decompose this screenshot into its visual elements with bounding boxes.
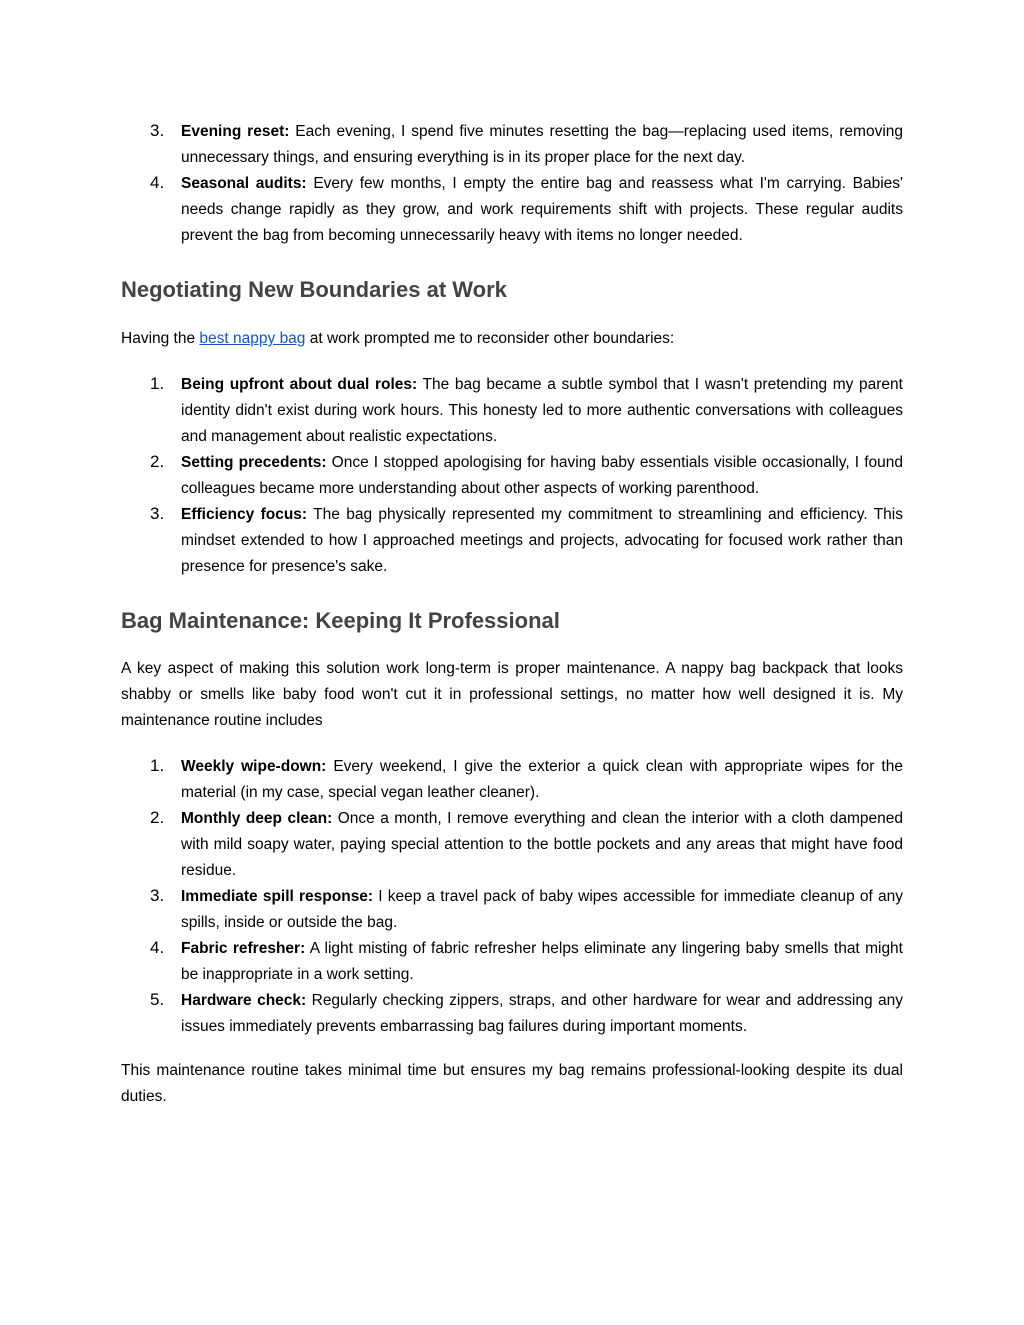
list-number: 3. <box>150 886 165 905</box>
section-heading-block <box>121 275 903 305</box>
list-item <box>121 754 903 806</box>
section-intro-block <box>121 656 903 734</box>
list-item-text: Once a month, I remove everything and clean the interior with a cloth dampened with mild soapy water, paying special attention to the bottle pockets and any areas that might have food residue. <box>181 810 903 879</box>
list-item-title: Fabric refresher: <box>181 940 306 957</box>
list-number: 3. <box>150 504 165 523</box>
list-item <box>121 372 903 450</box>
section-heading-boundaries: Negotiating New Boundaries at Work <box>121 277 507 302</box>
list-number: 4. <box>150 173 165 192</box>
list-number: 4. <box>150 938 165 957</box>
list-number: 2. <box>150 452 165 471</box>
list-item-title: Monthly deep clean: <box>181 810 333 827</box>
list-item <box>121 450 903 502</box>
list-item <box>121 502 903 580</box>
list-number: 1. <box>150 756 165 775</box>
top-numbered-list <box>121 119 903 249</box>
section-heading-maintenance: Bag Maintenance: Keeping It Professional <box>121 608 560 633</box>
list-item-title: Weekly wipe-down: <box>181 758 327 775</box>
section-intro-paragraph: A key aspect of making this solution work long-term is proper maintenance. A nappy bag backpack that looks shabby or smells like baby food won't cut it in professional settings, no matter how well designed it is. My maintenance routine includes <box>121 660 903 729</box>
list-item-title: Efficiency focus: <box>181 506 308 523</box>
list-item <box>121 119 903 171</box>
section-heading-block <box>121 606 903 636</box>
list-item-text: A light misting of fabric refresher helps eliminate any lingering baby smells that might be inappropriate in a work setting. <box>181 940 903 983</box>
list-item-title: Immediate spill response: <box>181 888 374 905</box>
top-list-block <box>121 119 903 249</box>
list-item <box>121 988 903 1040</box>
closing-block <box>121 1058 903 1110</box>
list-item <box>121 936 903 988</box>
intro-text-after: at work prompted me to reconsider other boundaries: <box>305 330 675 347</box>
list-item-title: Evening reset: <box>181 123 290 140</box>
list-item-text: Regularly checking zippers, straps, and other hardware for wear and addressing any issues immediately prevents embarrassing bag failures during important moments. <box>181 992 903 1035</box>
section-intro-paragraph <box>121 326 903 352</box>
list-item-text: Once I stopped apologising for having baby essentials visible occasionally, I found colleagues became more understanding about other aspects of working parenthood. <box>181 454 903 497</box>
boundaries-numbered-list <box>121 372 903 580</box>
maintenance-list-block <box>121 754 903 1040</box>
list-item-title: Seasonal audits: <box>181 175 307 192</box>
section-intro-block <box>121 326 903 352</box>
maintenance-numbered-list <box>121 754 903 1040</box>
list-item-text: Each evening, I spend five minutes resetting the bag—replacing used items, removing unnecessary things, and ensuring everything is in its proper place for the next day. <box>181 123 903 166</box>
list-item <box>121 884 903 936</box>
list-item-text: The bag became a subtle symbol that I wasn't pretending my parent identity didn't exist during work hours. This honesty led to more authentic conversations with colleagues and management about realistic expectations. <box>181 376 903 445</box>
list-item <box>121 806 903 884</box>
list-item-text: Every few months, I empty the entire bag and reassess what I'm carrying. Babies' needs change rapidly as they grow, and work requirements shift with projects. These regular audits prevent the bag from becoming unnecessarily heavy with items no longer needed. <box>181 175 903 244</box>
list-item-text: The bag physically represented my commitment to streamlining and efficiency. This mindset extended to how I approached meetings and projects, advocating for focused work rather than presence for presence's sake. <box>181 506 903 575</box>
list-number: 2. <box>150 808 165 827</box>
list-item <box>121 171 903 249</box>
list-item-title: Hardware check: <box>181 992 307 1009</box>
closing-paragraph: This maintenance routine takes minimal time but ensures my bag remains professional-looking despite its dual duties. <box>121 1062 903 1105</box>
list-item-title: Setting precedents: <box>181 454 327 471</box>
list-item-text: I keep a travel pack of baby wipes accessible for immediate cleanup of any spills, inside or outside the bag. <box>181 888 903 931</box>
list-number: 5. <box>150 990 165 1009</box>
best-nappy-bag-link[interactable]: best nappy bag <box>199 330 306 347</box>
list-number: 1. <box>150 374 165 393</box>
boundaries-list-block <box>121 372 903 580</box>
list-item-text: Every weekend, I give the exterior a quick clean with appropriate wipes for the material (in my case, special vegan leather cleaner). <box>181 758 903 801</box>
list-number: 3. <box>150 121 165 140</box>
list-item-title: Being upfront about dual roles: <box>181 376 418 393</box>
intro-text-before: Having the <box>121 330 200 347</box>
